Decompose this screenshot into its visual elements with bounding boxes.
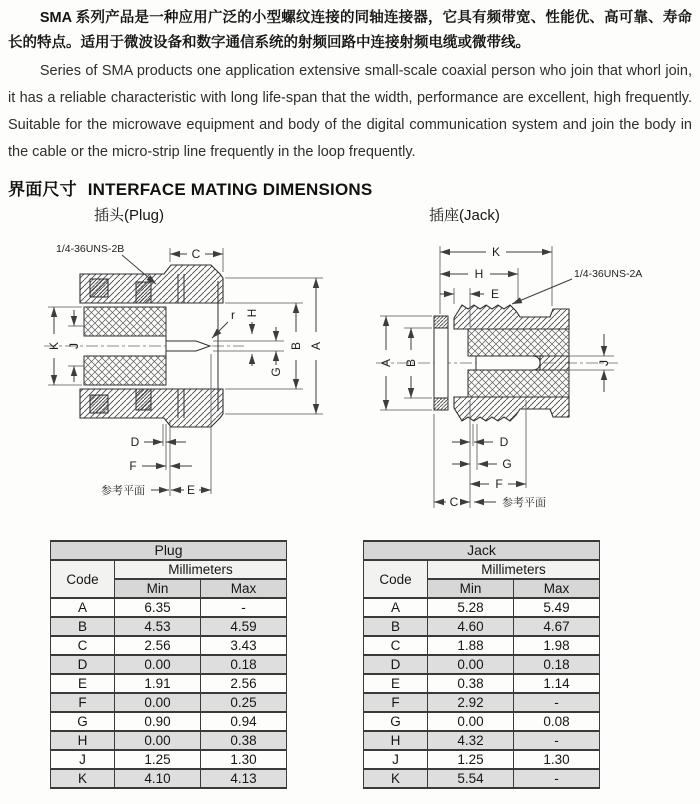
table-row bbox=[51, 769, 287, 788]
plug-dim-label-j: J bbox=[67, 343, 81, 349]
cell-code: E bbox=[51, 674, 115, 693]
jack-dim-label-k: K bbox=[491, 245, 501, 259]
cell-code: H bbox=[51, 731, 115, 750]
cell-code: E bbox=[364, 674, 428, 693]
jack-dim-label-a: A bbox=[379, 358, 393, 368]
plug-dim-label-a: A bbox=[309, 341, 323, 351]
plug-table bbox=[50, 540, 287, 789]
table-row bbox=[51, 750, 287, 769]
section-title bbox=[8, 175, 700, 200]
cell-min: 5.54 bbox=[428, 769, 514, 788]
cell-max: 1.30 bbox=[201, 750, 287, 769]
cell-max: 0.94 bbox=[201, 712, 287, 731]
cell-min: 0.38 bbox=[428, 674, 514, 693]
cell-max: 2.56 bbox=[201, 674, 287, 693]
plug-table-max-header: Max bbox=[201, 579, 287, 598]
jack-table-code-header: Code bbox=[364, 560, 428, 598]
jack-dielectric-top bbox=[468, 329, 569, 356]
cell-code: D bbox=[364, 655, 428, 674]
plug-thread-callout: 1/4-36UNS-2B bbox=[56, 243, 125, 255]
cell-code: F bbox=[364, 693, 428, 712]
cell-max: 3.43 bbox=[201, 636, 287, 655]
plug-dim-label-f: F bbox=[129, 459, 137, 473]
plug-table-min-header: Min bbox=[115, 579, 201, 598]
cell-code: G bbox=[364, 712, 428, 731]
section-title-zh: 界面尺寸 bbox=[8, 180, 77, 199]
plug-seal-bottom bbox=[136, 389, 151, 410]
table-row bbox=[364, 598, 600, 617]
cell-max: 4.13 bbox=[201, 769, 287, 788]
cell-min: 0.00 bbox=[115, 731, 201, 750]
cell-min: 0.00 bbox=[428, 712, 514, 731]
plug-table-body bbox=[51, 598, 287, 788]
table-row bbox=[364, 769, 600, 788]
cell-max: 0.38 bbox=[201, 731, 287, 750]
plug-dim-label-d: D bbox=[130, 435, 140, 449]
cell-code: F bbox=[51, 693, 115, 712]
plug-dim-label-e: E bbox=[186, 483, 196, 497]
table-row bbox=[51, 731, 287, 750]
jack-dim-label-h: H bbox=[474, 267, 484, 281]
table-row bbox=[364, 731, 600, 750]
cell-code: B bbox=[364, 617, 428, 636]
cell-min: 4.53 bbox=[115, 617, 201, 636]
plug-dielectric-top bbox=[84, 307, 166, 336]
cell-code: G bbox=[51, 712, 115, 731]
table-row bbox=[364, 674, 600, 693]
cell-max: 0.08 bbox=[514, 712, 600, 731]
plug-table-title: Plug bbox=[51, 541, 287, 560]
jack-dielectric-bottom bbox=[468, 370, 569, 397]
cell-max: - bbox=[514, 693, 600, 712]
cell-min: 5.28 bbox=[428, 598, 514, 617]
cell-max: 1.30 bbox=[514, 750, 600, 769]
jack-dim-label-j: J bbox=[597, 360, 611, 366]
jack-dim-label-b: B bbox=[404, 358, 418, 368]
plug-reference-plane-label: 参考平面 bbox=[101, 485, 145, 497]
table-row bbox=[51, 636, 287, 655]
jack-table bbox=[363, 540, 600, 789]
plug-dielectric-bottom bbox=[84, 356, 166, 385]
cell-code: K bbox=[364, 769, 428, 788]
jack-table-min-header: Min bbox=[428, 579, 514, 598]
table-row bbox=[364, 655, 600, 674]
table-row bbox=[51, 693, 287, 712]
plug-dim-label-h: H bbox=[245, 308, 259, 318]
cell-code: A bbox=[364, 598, 428, 617]
jack-body-top bbox=[454, 305, 569, 329]
cell-min: 1.25 bbox=[115, 750, 201, 769]
jack-thread-callout: 1/4-36UNS-2A bbox=[574, 268, 643, 280]
jack-dim-label-c: C bbox=[449, 495, 459, 509]
table-row bbox=[51, 712, 287, 731]
jack-diagram bbox=[356, 232, 694, 528]
cell-code: D bbox=[51, 655, 115, 674]
table-row bbox=[364, 712, 600, 731]
jack-table-title: Jack bbox=[364, 541, 600, 560]
plug-gasket-top bbox=[90, 279, 108, 297]
cell-max: 5.49 bbox=[514, 598, 600, 617]
intro-block bbox=[0, 0, 700, 166]
cell-min: 0.00 bbox=[428, 655, 514, 674]
cell-min: 4.32 bbox=[428, 731, 514, 750]
cell-code: C bbox=[364, 636, 428, 655]
plug-dim-label-b: B bbox=[289, 341, 303, 351]
cell-max: 4.59 bbox=[201, 617, 287, 636]
table-row bbox=[364, 636, 600, 655]
cell-min: 0.00 bbox=[115, 655, 201, 674]
cell-min: 1.91 bbox=[115, 674, 201, 693]
cell-code: A bbox=[51, 598, 115, 617]
cell-code: C bbox=[51, 636, 115, 655]
cell-code: J bbox=[51, 750, 115, 769]
cell-code: H bbox=[364, 731, 428, 750]
cell-min: 0.90 bbox=[115, 712, 201, 731]
cell-min: 6.35 bbox=[115, 598, 201, 617]
jack-table-body bbox=[364, 598, 600, 788]
cell-min: 4.10 bbox=[115, 769, 201, 788]
cell-max: - bbox=[514, 731, 600, 750]
jack-body-bottom bbox=[454, 397, 569, 421]
table-row bbox=[51, 655, 287, 674]
plug-diagram-title: 插头(Plug) bbox=[94, 207, 165, 224]
jack-lip-top bbox=[434, 316, 448, 328]
jack-dim-label-f: F bbox=[495, 477, 503, 491]
table-row bbox=[51, 617, 287, 636]
table-row bbox=[364, 750, 600, 769]
cell-min: 1.88 bbox=[428, 636, 514, 655]
table-row bbox=[364, 617, 600, 636]
plug-dim-label-c: C bbox=[191, 247, 201, 261]
plug-dim-label-r: r bbox=[231, 308, 235, 322]
cell-max: - bbox=[514, 769, 600, 788]
table-row bbox=[364, 693, 600, 712]
cell-max: - bbox=[201, 598, 287, 617]
intro-paragraph-zh: SMA 系列产品是一种应用广泛的小型螺纹连接的同轴连接器，它具有频带宽、性能优、高可靠、寿命长的特点。适用于微波设备和数字通信系统的射频回路中连接射频电缆或微带线。 bbox=[8, 10, 692, 51]
plug-dim-label-k: K bbox=[47, 341, 61, 351]
cell-max: 4.67 bbox=[514, 617, 600, 636]
cell-min: 4.60 bbox=[428, 617, 514, 636]
section-title-en: INTERFACE MATING DIMENSIONS bbox=[87, 180, 373, 199]
jack-lip-bottom bbox=[434, 398, 448, 410]
cell-code: B bbox=[51, 617, 115, 636]
plug-table-code-header: Code bbox=[51, 560, 115, 598]
jack-body-behind-socket bbox=[540, 356, 569, 370]
cell-min: 0.00 bbox=[115, 693, 201, 712]
plug-diagram bbox=[18, 232, 352, 528]
cell-max: 1.98 bbox=[514, 636, 600, 655]
table-row bbox=[51, 674, 287, 693]
cell-max: 0.25 bbox=[201, 693, 287, 712]
jack-table-unit-header: Millimeters bbox=[428, 560, 600, 579]
table-row bbox=[51, 598, 287, 617]
plug-table-unit-header: Millimeters bbox=[115, 560, 287, 579]
jack-socket-contact bbox=[476, 356, 540, 370]
plug-gasket-bottom bbox=[90, 395, 108, 413]
cell-code: J bbox=[364, 750, 428, 769]
cell-min: 2.92 bbox=[428, 693, 514, 712]
cell-max: 0.18 bbox=[514, 655, 600, 674]
jack-table-max-header: Max bbox=[514, 579, 600, 598]
jack-dim-label-g: G bbox=[502, 457, 512, 471]
jack-diagram-title: 插座(Jack) bbox=[429, 207, 500, 224]
plug-seal-top bbox=[136, 282, 151, 303]
jack-dim-label-d: D bbox=[499, 435, 509, 449]
jack-dim-label-e: E bbox=[490, 287, 500, 301]
intro-paragraph-en: Series of SMA products one application extensive small-scale coaxial person who join that whorl join, it has a reliable characteristic with long life-span that the width, performance are excellent, high frequently. Suitable for the microwave equipment and body of the digital communication system and join the body in the cable or the micro-strip line frequently in the loop frequently. bbox=[8, 63, 692, 160]
cell-max: 0.18 bbox=[201, 655, 287, 674]
cell-code: K bbox=[51, 769, 115, 788]
cell-min: 2.56 bbox=[115, 636, 201, 655]
jack-lip bbox=[434, 316, 448, 410]
plug-center-pin bbox=[166, 341, 210, 351]
cell-max: 1.14 bbox=[514, 674, 600, 693]
cell-min: 1.25 bbox=[428, 750, 514, 769]
plug-dim-label-g: G bbox=[269, 367, 283, 377]
jack-reference-plane-label: 参考平面 bbox=[502, 497, 546, 509]
